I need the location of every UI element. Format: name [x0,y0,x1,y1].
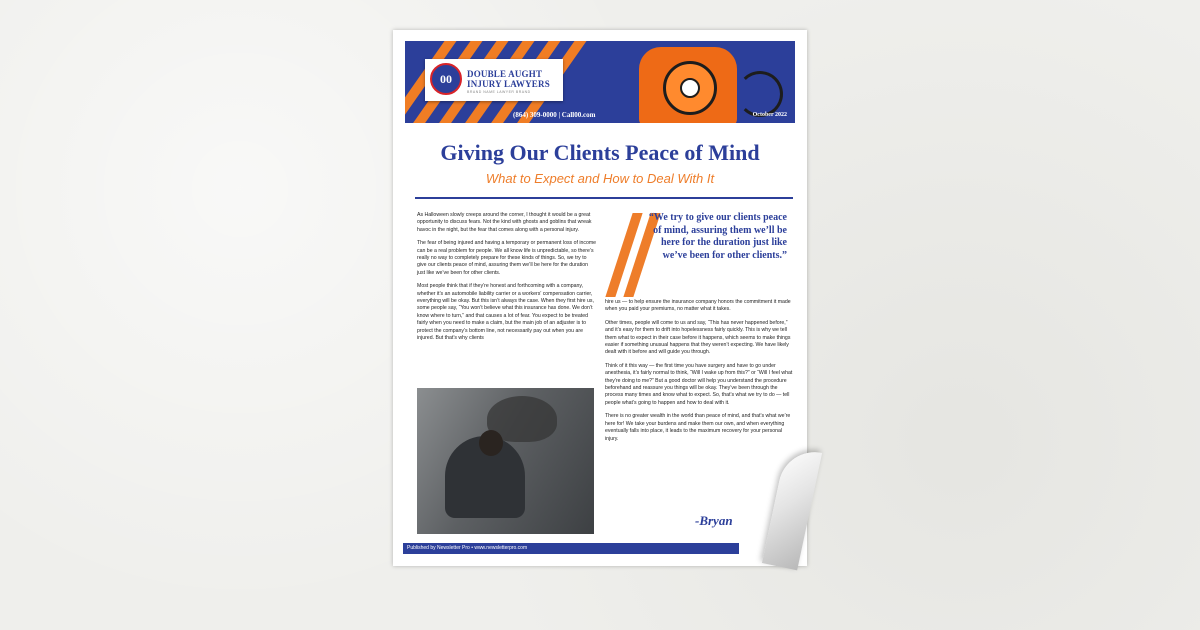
paragraph: hire us — to help ensure the insurance company honors the commitment it made when you paid your premiums, no matter what it takes. [605,299,791,313]
paragraph: There is no greater wealth in the world than peace of mind, and that’s what we’re here for! We take your burdens and make them our own, and when everything eventually falls into place, it leads to the maximum recovery for your personal injury. [605,413,791,442]
signature: -Bryan [695,513,733,528]
person-head [479,430,503,456]
paragraph: As Halloween slowly creeps around the corner, I thought it would be a great opportunity to discuss fears. Not the kind with ghosts and goblins that wreak havoc in the night, but the fear that comes along with a personal injury. [417,212,592,233]
paragraph: Think of it this way — the first time you have surgery and have to go under anesthesia, it’s fairly normal to think, “Will I wake up from this?” or “Will I feel what they’re doing to me?” But a good doctor will help you understand the procedure beforehand and reassure you things will be okay. They’ve been through the process many times and know what to expect. So, that’s what we try to do — tell people what’s going to happen and how to deal with it. [605,362,793,406]
right-column [605,299,795,449]
paragraph: Most people think that if they’re honest and forthcoming with a company, whether it’s an automobile liability carrier or a workers’ compensation carrier, everything will be okay. But this isn’t always the case. When they first hire us, some people say, “You won’t believe what this insurance has done. We don’t know where to turn,” and that causes a lot of fear. You expect to be treated fairly when you need to make a claim, but the main job of an adjuster is to protect the company’s bottom line, not necessarily pay out when you are injured. But that’s why clients [417,283,594,342]
title-divider [415,197,793,199]
issue-date: October 2022 [752,112,787,118]
logo-mark: 00 [430,63,462,95]
left-column [417,212,597,349]
logo-tagline: BRAND NAME LAWYER BRAND [467,90,531,94]
article-title: Giving Our Clients Peace of Mind [440,140,760,165]
article-subtitle: What to Expect and How to Deal With It [485,171,715,186]
header-banner [405,41,795,123]
logo-name-line1: DOUBLE AUGHT [467,69,543,79]
phone-dial-center [680,78,700,98]
phone-cord [737,71,783,117]
pull-quote: “We try to give our clients peace of mind, assuring them we’ll be here for the duration just like we’ve been for other clients.” [648,212,787,261]
distressed-person-photo [417,388,594,534]
firm-logo [425,59,563,101]
paragraph: The fear of being injured and having a temporary or permanent loss of income can be a real problem for people. We all know life is unpredictable, so there’s really no way to completely prepare for these kinds of things. So, we try to give our clients peace of mind, assuring them we’ll be here for the duration just like we’ve been for other clients. [417,240,597,276]
publisher-footer: Published by Newsletter Pro • www.newsletterpro.com [403,543,739,554]
newsletter-page [393,30,807,566]
logo-name-line2: INJURY LAWYERS [467,79,550,89]
contact-info: (864) 309-0000 | Call00.com [513,111,596,119]
paragraph: Other times, people will come to us and say, “This has never happened before,” and it’s easy for them to drift into hopelessness fairly quickly. This is why we tell them what to expect in their case before it happens, which seems to make things easier if something unusual happens that they weren’t expecting. We have likely dealt with it before and will guide you through. [605,319,791,356]
